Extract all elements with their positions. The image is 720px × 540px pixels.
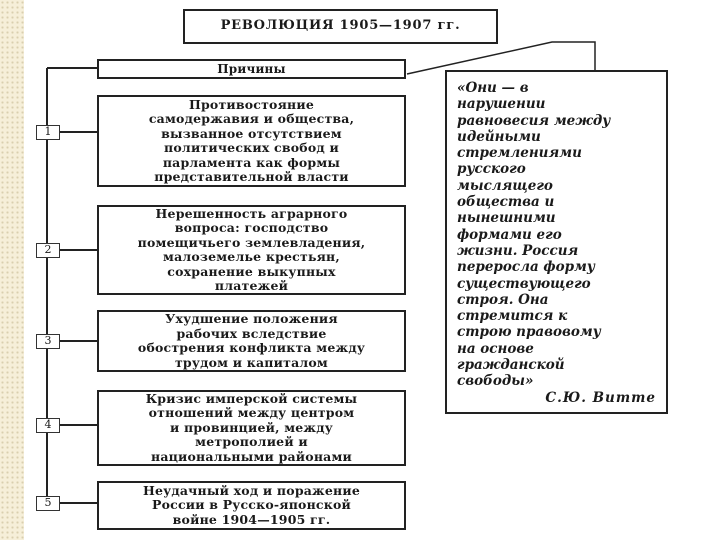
witte-quote-box (445, 70, 668, 414)
cause-box-3: Ухудшение положения рабочих вследствие обострения конфликта между трудом и капиталом (97, 310, 406, 372)
cause-box-5: Неудачный ход и поражение России в Русско-японской войне 1904—1905 гг. (97, 481, 406, 530)
diagram-title: РЕВОЛЮЦИЯ 1905—1907 гг. (183, 9, 498, 44)
quote-text: «Они — в нарушении равновесия между идейными стремлениями русского мыслящего общества и нынешними формами его жизни. Россия переросла форму существующего строя. Она стремится к строю правовому на основе гражданской свободы» (457, 80, 611, 390)
cause-number-3: 3 (36, 334, 60, 349)
causes-label: Причины (97, 59, 406, 79)
cause-box-1: Противостояние самодержавия и общества, вызванное отсутствием политических свобод и парламента как формы представительной власти (97, 95, 406, 187)
quote-author: С.Ю. Витте (545, 390, 656, 406)
cause-number-1: 1 (36, 125, 60, 140)
cause-number-5: 5 (36, 496, 60, 511)
cause-number-2: 2 (36, 243, 60, 258)
cause-box-2: Нерешенность аграрного вопроса: господство помещичьего землевладения, малоземелье крестьян, сохранение выкупных платежей (97, 205, 406, 295)
cause-box-4: Кризис имперской системы отношений между центром и провинцией, между метрополией и национальными районами (97, 390, 406, 466)
cause-number-4: 4 (36, 418, 60, 433)
